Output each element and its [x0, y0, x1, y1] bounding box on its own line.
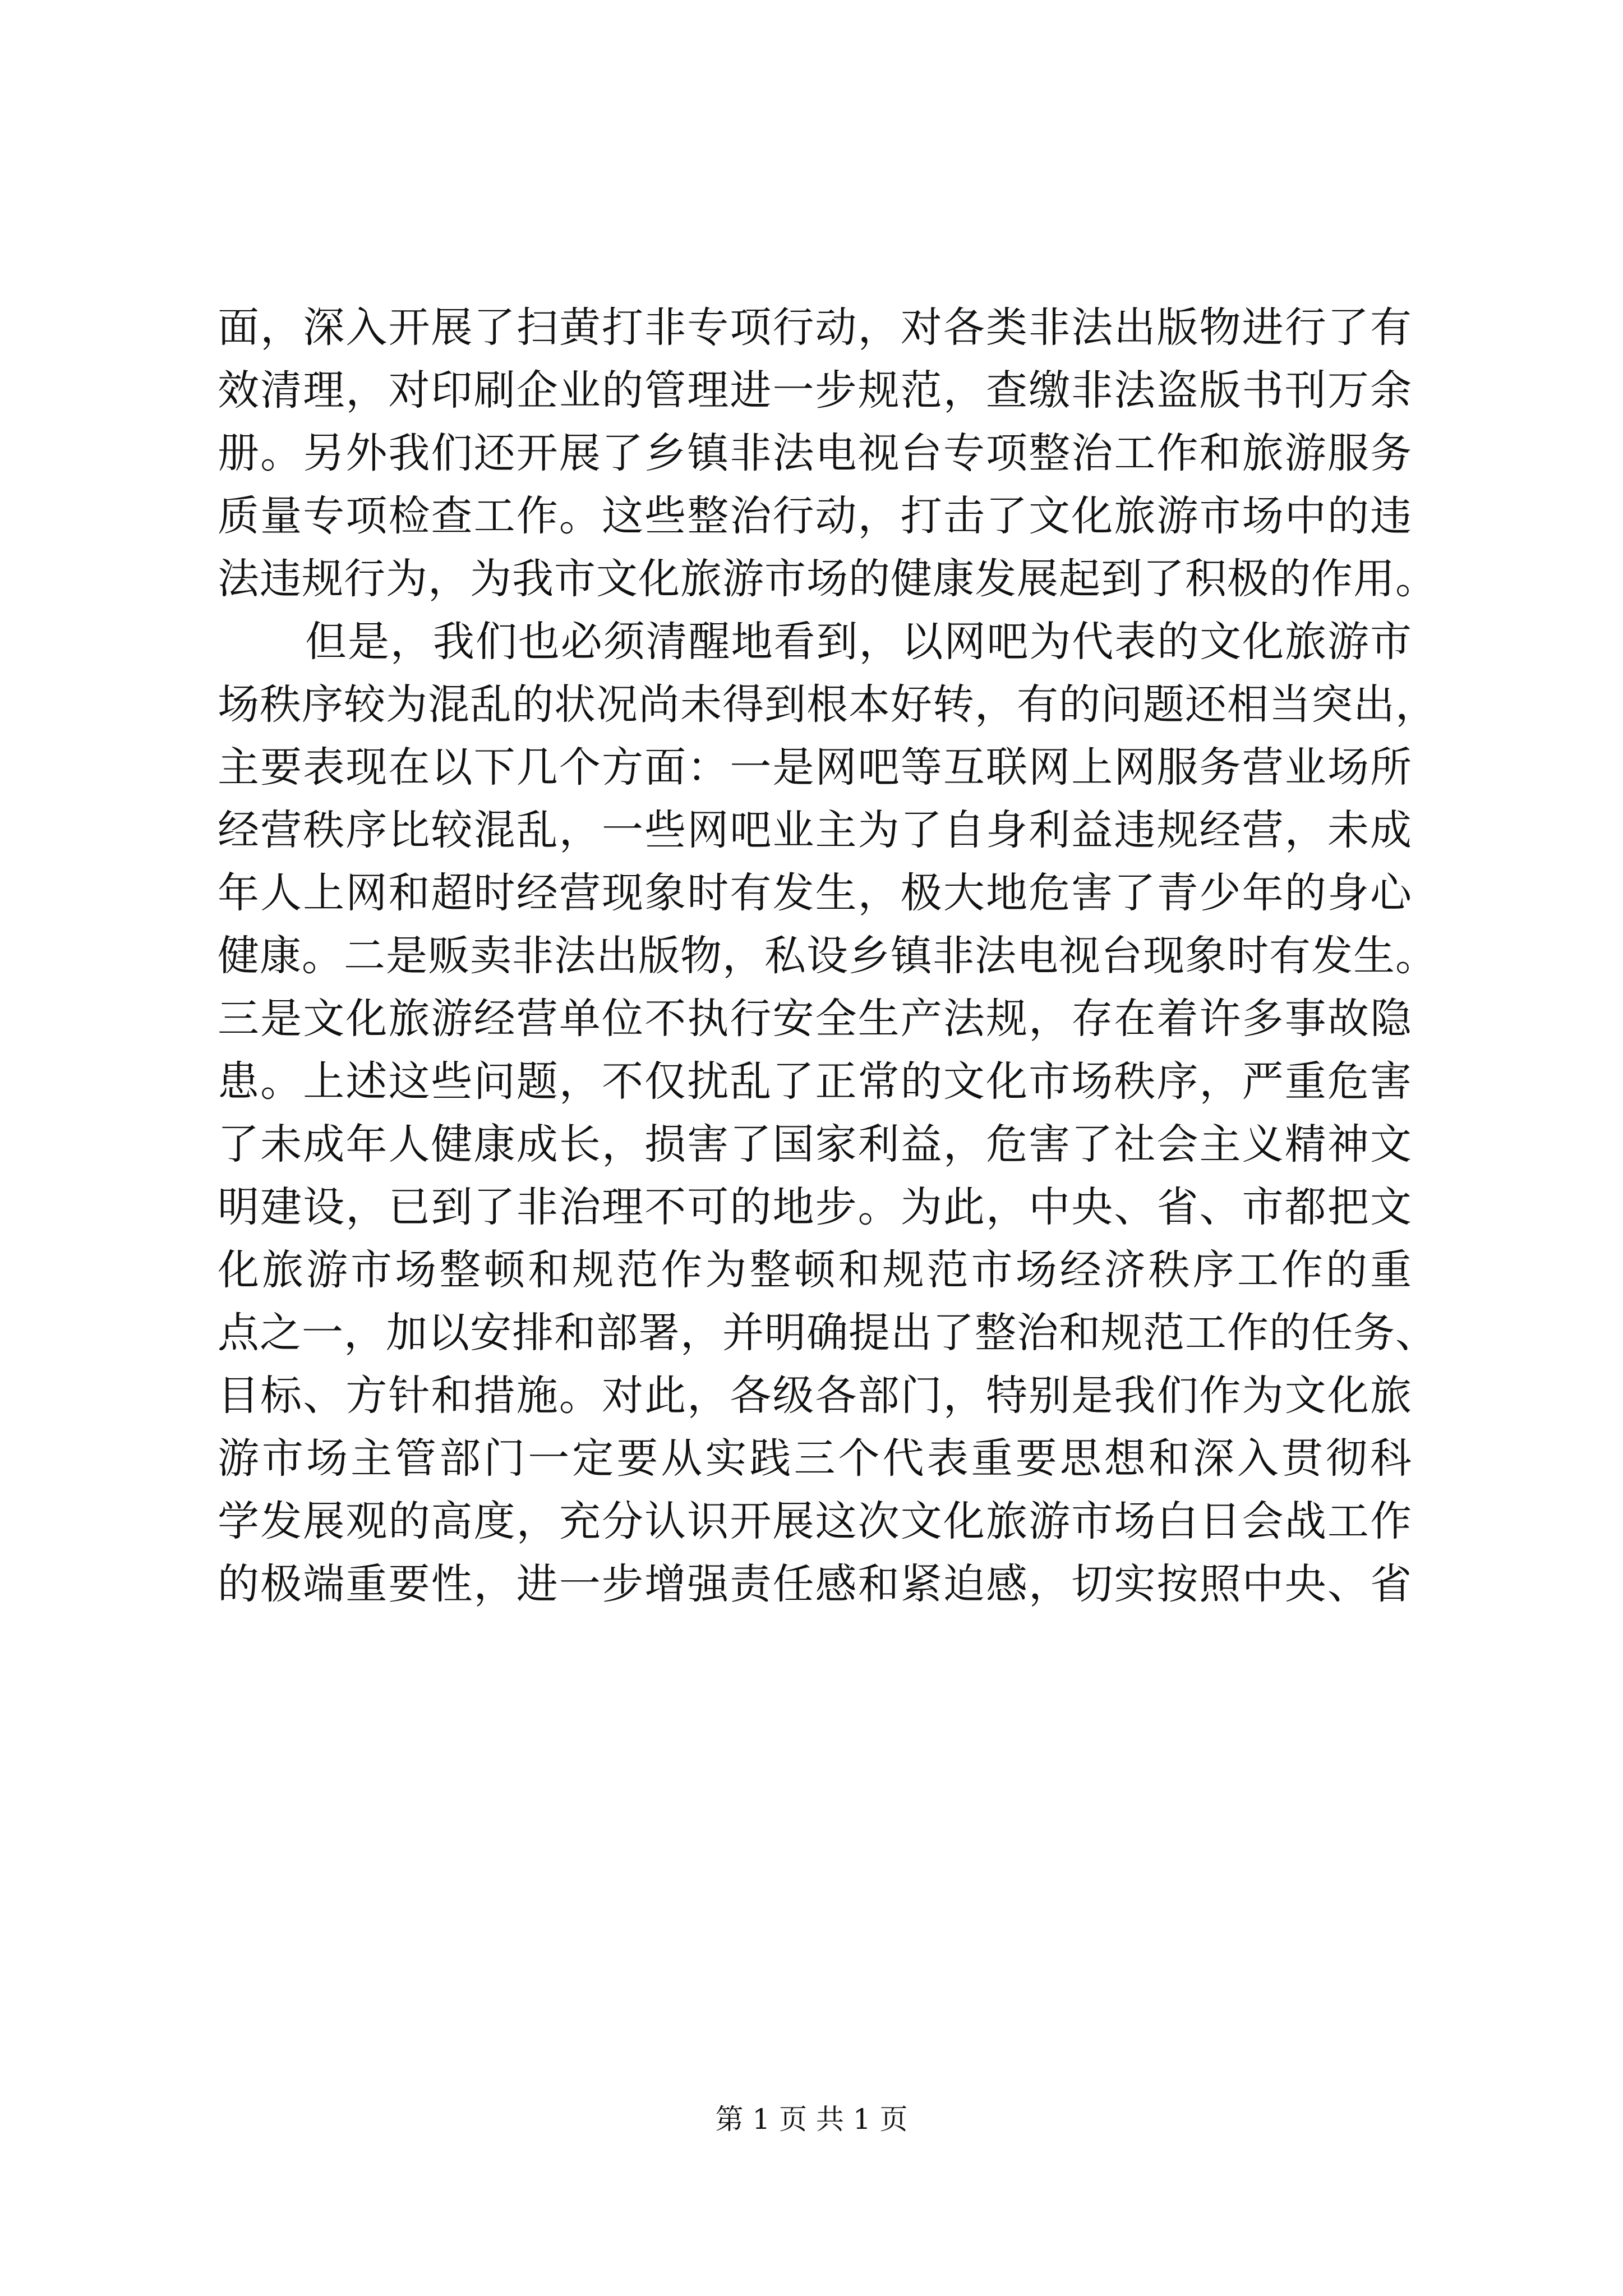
text-line: 法违规行为，为我市文化旅游市场的健康发展起到了积极的作用。 [218, 555, 1437, 603]
text-line: 点之一，加以安排和部署，并明确提出了整治和规范工作的任务、 [218, 1309, 1437, 1357]
text-line: 年人上网和超时经营现象时有发生，极大地危害了青少年的身心 [218, 869, 1412, 917]
text-line: 游市场主管部门一定要从实践三个代表重要思想和深入贯彻科 [218, 1434, 1412, 1483]
page-footer: 第 1 页 共 1 页 [715, 2103, 908, 2136]
text-line: 了未成年人健康成长，损害了国家利益，危害了社会主义精神文 [218, 1120, 1412, 1168]
text-line: 目标、方针和措施。对此，各级各部门，特别是我们作为文化旅 [218, 1372, 1412, 1420]
paragraph-first-line: 但是，我们也必须清醒地看到，以网吧为代表的文化旅游市 [305, 618, 1412, 666]
text-line: 面，深入开展了扫黄打非专项行动，对各类非法出版物进行了有 [218, 303, 1412, 352]
text-line: 主要表现在以下几个方面：一是网吧等互联网上网服务营业场所 [218, 743, 1412, 792]
text-line: 的极端重要性，进一步增强责任感和紧迫感，切实按照中央、省 [218, 1560, 1412, 1608]
text-line: 三是文化旅游经营单位不执行安全生产法规，存在着许多事故隐 [218, 995, 1412, 1043]
text-line: 场秩序较为混乱的状况尚未得到根本好转，有的问题还相当突出， [218, 680, 1437, 729]
text-line: 健康。二是贩卖非法出版物，私设乡镇非法电视台现象时有发生。 [218, 932, 1437, 980]
text-line: 化旅游市场整顿和规范作为整顿和规范市场经济秩序工作的重 [218, 1246, 1412, 1294]
text-line: 患。上述这些问题，不仅扰乱了正常的文化市场秩序，严重危害 [218, 1057, 1412, 1106]
text-line: 明建设，已到了非治理不可的地步。为此，中央、省、市都把文 [218, 1183, 1412, 1231]
text-line: 学发展观的高度，充分认识开展这次文化旅游市场白日会战工作 [218, 1497, 1412, 1545]
text-line: 经营秩序比较混乱，一些网吧业主为了自身利益违规经营，未成 [218, 806, 1412, 854]
text-line: 效清理，对印刷企业的管理进一步规范，查缴非法盗版书刊万余 [218, 366, 1412, 415]
text-line: 册。另外我们还开展了乡镇非法电视台专项整治工作和旅游服务 [218, 429, 1412, 477]
text-line: 质量专项检查工作。这些整治行动，打击了文化旅游市场中的违 [218, 492, 1412, 540]
body-text [218, 296, 1437, 1616]
